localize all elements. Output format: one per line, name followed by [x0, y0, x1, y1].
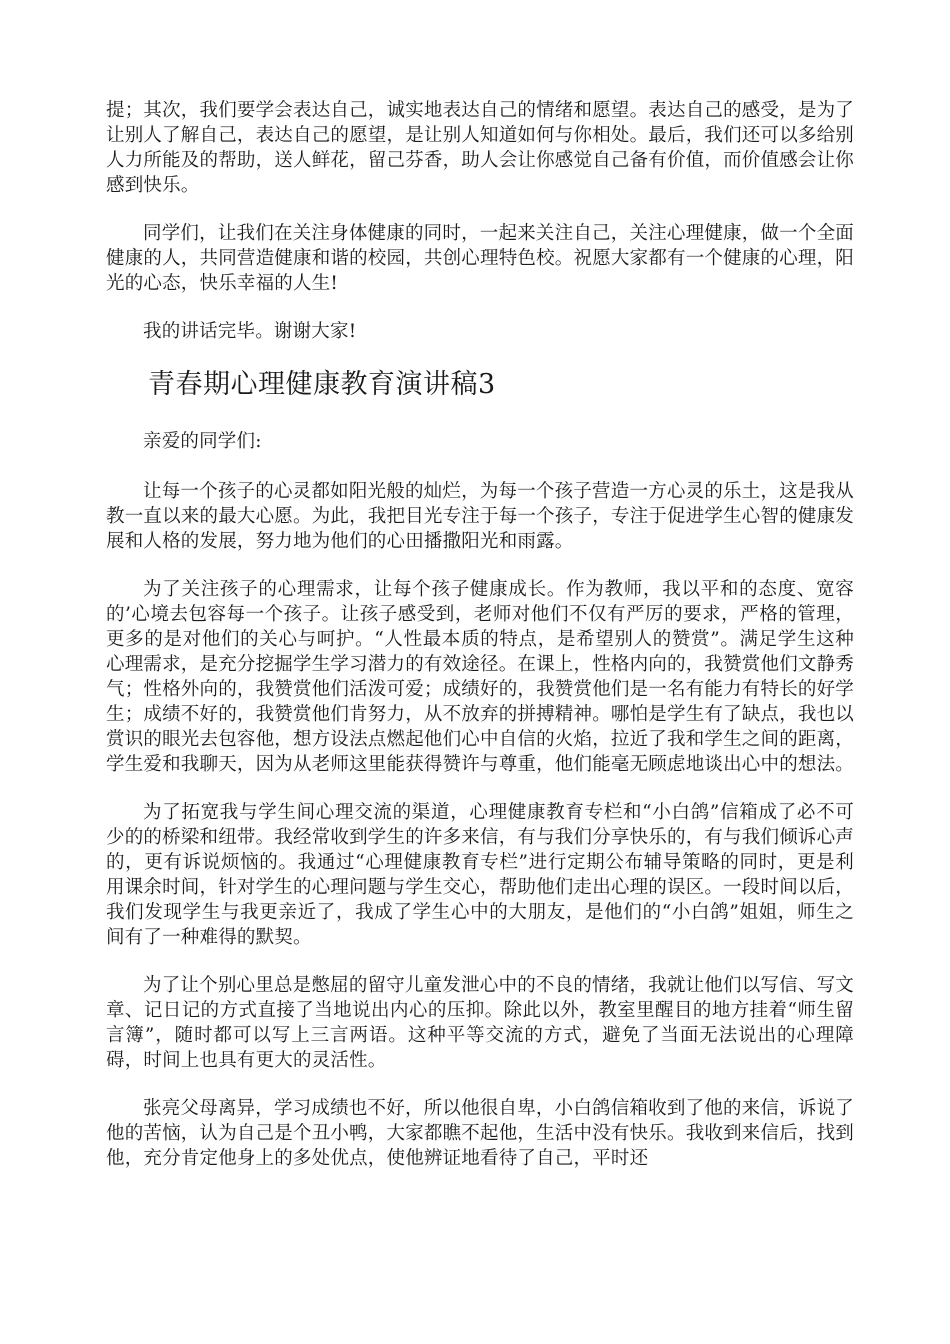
- paragraph-closing-wish: 同学们，让我们在关注身体健康的同时，一起来关注自己，关注心理健康，做一个全面健康的人，共同营造健康和谐的校园，共创心理特色校。祝愿大家都有一个健康的心理，阳光的心态，快乐幸福的人生!: [106, 223, 855, 294]
- paragraph-body: 让每一个孩子的心灵都如阳光般的灿烂，为每一个孩子营造一方心灵的乐土，这是我从教一直以来的最大心愿。为此，我把目光专注于每一个孩子，专注于促进学生心智的健康发展和人格的发展，努力地为他们的心田播撒阳光和雨露。: [106, 481, 855, 552]
- paragraph-body: 张亮父母离异，学习成绩也不好，所以他很自卑，小白鸽信箱收到了他的来信，诉说了他的苦恼，认为自己是个丑小鸭，大家都瞧不起他，生活中没有快乐。我收到来信后，找到他，充分肯定他身上的多处优点，使他辨证地看待了自己，平时还: [106, 1098, 855, 1169]
- paragraph-thanks: 我的讲话完毕。谢谢大家!: [143, 321, 357, 342]
- greeting: 亲爱的同学们:: [143, 431, 262, 452]
- section-title: 青春期心理健康教育演讲稿3: [148, 369, 496, 400]
- paragraph-body: 为了让个别心里总是憋屈的留守儿童发泄心中的不良的情绪，我就让他们以写信、写文章、记日记的方式直接了当地说出内心的压抑。除此以外，教室里醒目的地方挂着“师生留言簿”，随时都可以写上三言两语。这种平等交流的方式，避免了当面无法说出的心理障碍，时间上也具有更大的灵活性。: [106, 975, 854, 1071]
- paragraph-body: 为了关注孩子的心理需求，让每个孩子健康成长。作为教师，我以平和的态度、宽容的’心境去包容每一个孩子。让孩子感受到，老师对他们不仅有严厉的要求，严格的管理，更多的是对他们的关心与呵护。“人性最本质的特点，是希望别人的赞赏”。满足学生这种心理需求，是充分挖掘学生学习潜力的有效途径。在课上，性格内向的，我赞赏他们文静秀气；性格外向的，我赞赏他们活泼可爱；成绩好的，我赞赏他们是一名有能力有特长的好学生；成绩不好的，我赞赏他们肯努力，从不放弃的拼搏精神。哪怕是学生有了缺点，我也以赏识的眼光去包容他，想方设法点燃起他们心中自信的火焰，拉近了我和学生之间的距离，学生爱和我聊天，因为从老师这里能获得赞许与尊重，他们能毫无顾虑地谈出心中的想法。: [106, 579, 855, 775]
- paragraph-continuation: 提；其次，我们要学会表达自己，诚实地表达自己的情绪和愿望。表达自己的感受，是为了让别人了解自己，表达自己的愿望，是让别人知道如何与你相处。最后，我们还可以多给别人力所能及的帮助，送人鲜花，留己芬香，助人会让你感觉自己备有价值，而价值感会让你感到快乐。: [106, 100, 855, 196]
- paragraph-body: 为了拓宽我与学生间心理交流的渠道，心理健康教育专栏和“小白鸽”信箱成了必不可少的的桥梁和纽带。我经常收到学生的许多来信，有与我们分享快乐的，有与我们倾诉心声的，更有诉说烦恼的。我通过“心理健康教育专栏”进行定期公布辅导策略的同时，更是利用课余时间，针对学生的心理问题与学生交心，帮助他们走出心理的误区。一段时间以后，我们发现学生与我更亲近了，我成了学生心中的大朋友，是他们的“小白鸽”姐姐，师生之间有了一种难得的默契。: [106, 802, 855, 948]
